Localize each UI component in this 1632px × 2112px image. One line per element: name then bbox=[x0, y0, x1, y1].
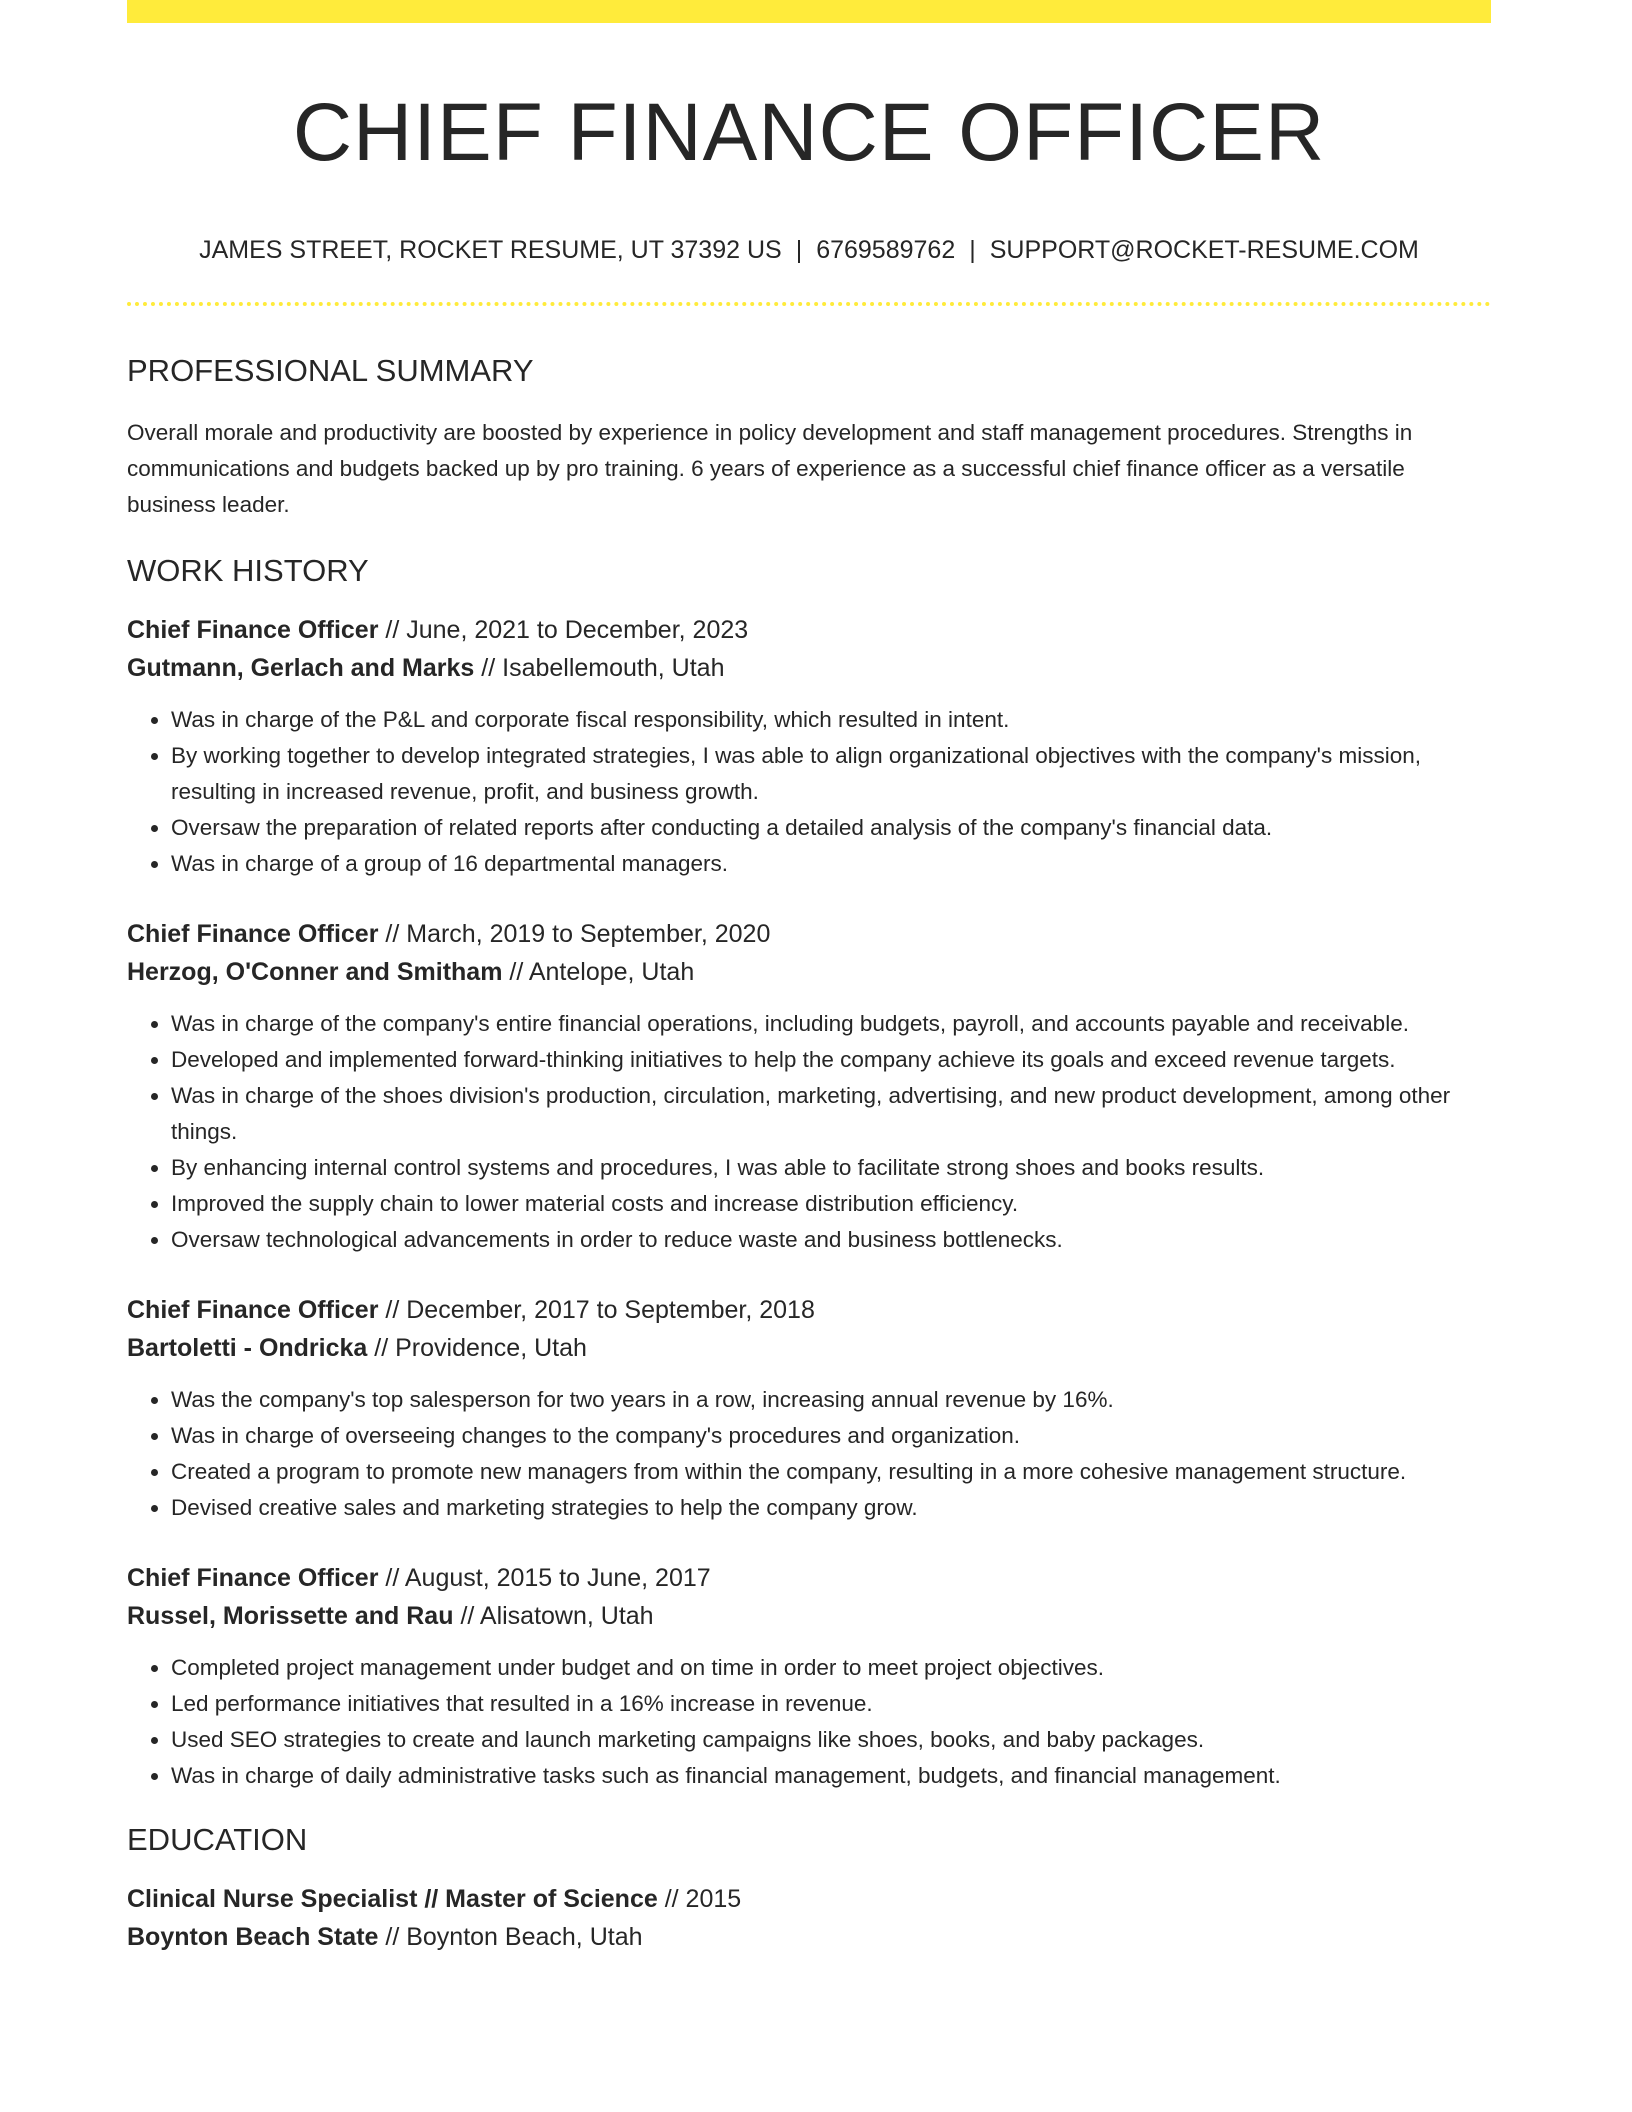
job-company-line bbox=[127, 1597, 1491, 1635]
job-bullets bbox=[127, 702, 1491, 882]
job-title: Chief Finance Officer bbox=[127, 1296, 379, 1324]
job-company: Russel, Morissette and Rau bbox=[127, 1602, 454, 1630]
job-bullet: • Created a program to promote new managers from within the company, resulting in a more cohesive management structure. bbox=[171, 1454, 1491, 1490]
education-school-line bbox=[127, 1918, 1491, 1956]
job-company-line bbox=[127, 649, 1491, 687]
job-bullet: • Was in charge of the company's entire financial operations, including budgets, payroll, and accounts payable and receivable. bbox=[171, 1006, 1491, 1042]
job-bullets bbox=[127, 1650, 1491, 1794]
job-bullet: • Was in charge of the shoes division's production, circulation, marketing, advertising, and new product development, among other things. bbox=[171, 1078, 1491, 1150]
resume-page bbox=[127, 0, 1491, 1956]
job-title: Chief Finance Officer bbox=[127, 920, 379, 948]
job-title: Chief Finance Officer bbox=[127, 1564, 379, 1592]
education-degree: Clinical Nurse Specialist // Master of Science bbox=[127, 1885, 658, 1913]
education-degree-line bbox=[127, 1880, 1491, 1918]
job-location: // Antelope, Utah bbox=[509, 958, 695, 986]
job-company: Herzog, O'Conner and Smitham bbox=[127, 958, 503, 986]
job-bullet: • Oversaw technological advancements in order to reduce waste and business bottlenecks. bbox=[171, 1222, 1491, 1258]
job-bullet: • Was the company's top salesperson for two years in a row, increasing annual revenue by 16%. bbox=[171, 1382, 1491, 1418]
job-entry bbox=[127, 1559, 1491, 1794]
job-title-line bbox=[127, 1291, 1491, 1329]
job-bullets bbox=[127, 1382, 1491, 1526]
job-bullet: • By enhancing internal control systems and procedures, I was able to facilitate strong shoes and books results. bbox=[171, 1150, 1491, 1186]
education-school: Boynton Beach State bbox=[127, 1923, 379, 1951]
contact-separator: | bbox=[969, 236, 976, 264]
contact-separator: | bbox=[795, 236, 803, 264]
work-history-heading: WORK HISTORY bbox=[127, 553, 369, 588]
job-bullet: • Was in charge of daily administrative tasks such as financial management, budgets, and financial management. bbox=[171, 1758, 1491, 1794]
job-bullet: • Oversaw the preparation of related reports after conducting a detailed analysis of the company's financial data. bbox=[171, 810, 1491, 846]
job-dates: // December, 2017 to September, 2018 bbox=[385, 1296, 815, 1324]
job-company-line bbox=[127, 953, 1491, 991]
contact-phone: 6769589762 bbox=[816, 236, 956, 264]
education-year: // 2015 bbox=[664, 1885, 742, 1913]
job-title-line bbox=[127, 611, 1491, 649]
job-entry bbox=[127, 915, 1491, 1258]
job-company: Bartoletti - Ondricka bbox=[127, 1334, 368, 1362]
job-dates: // June, 2021 to December, 2023 bbox=[385, 616, 749, 644]
job-dates: // August, 2015 to June, 2017 bbox=[385, 1564, 711, 1592]
job-bullet: • Was in charge of a group of 16 departmental managers. bbox=[171, 846, 1491, 882]
page-title: CHIEF FINANCE OFFICER bbox=[292, 87, 1326, 178]
summary-heading: PROFESSIONAL SUMMARY bbox=[127, 353, 534, 388]
job-title-line bbox=[127, 915, 1491, 953]
education-heading: EDUCATION bbox=[127, 1822, 308, 1857]
job-location: // Providence, Utah bbox=[374, 1334, 587, 1362]
job-bullet: • Was in charge of the P&L and corporate fiscal responsibility, which resulted in intent. bbox=[171, 702, 1491, 738]
dotted-divider bbox=[127, 302, 1491, 306]
job-bullet: • Developed and implemented forward-thinking initiatives to help the company achieve its goals and exceed revenue targets. bbox=[171, 1042, 1491, 1078]
job-entry bbox=[127, 1291, 1491, 1526]
job-company: Gutmann, Gerlach and Marks bbox=[127, 654, 475, 682]
job-dates: // March, 2019 to September, 2020 bbox=[385, 920, 771, 948]
job-bullet: • By working together to develop integrated strategies, I was able to align organizational objectives with the company's mission, resulting in increased revenue, profit, and business growth. bbox=[171, 738, 1491, 810]
education-location: // Boynton Beach, Utah bbox=[385, 1923, 643, 1951]
education-entry bbox=[127, 1880, 1491, 1956]
job-bullets bbox=[127, 1006, 1491, 1258]
contact-email: SUPPORT@ROCKET-RESUME.COM bbox=[989, 236, 1419, 264]
job-location: // Isabellemouth, Utah bbox=[481, 654, 725, 682]
summary-text: Overall morale and productivity are boosted by experience in policy development and staff management procedures. Strengths in communications and budgets backed up by pro training. 6 years of experience as a successful chief finance officer as a versatile business leader. bbox=[127, 420, 1413, 517]
contact-line bbox=[127, 235, 1491, 265]
top-accent-bar bbox=[127, 0, 1491, 23]
job-bullet: • Completed project management under budget and on time in order to meet project objectives. bbox=[171, 1650, 1491, 1686]
job-title-line bbox=[127, 1559, 1491, 1597]
job-company-line bbox=[127, 1329, 1491, 1367]
contact-address: JAMES STREET, ROCKET RESUME, UT 37392 US bbox=[199, 236, 782, 264]
job-entry bbox=[127, 611, 1491, 882]
job-bullet: • Led performance initiatives that resulted in a 16% increase in revenue. bbox=[171, 1686, 1491, 1722]
job-bullet: • Improved the supply chain to lower material costs and increase distribution efficiency. bbox=[171, 1186, 1491, 1222]
job-location: // Alisatown, Utah bbox=[460, 1602, 654, 1630]
job-bullet: • Used SEO strategies to create and launch marketing campaigns like shoes, books, and baby packages. bbox=[171, 1722, 1491, 1758]
job-bullet: • Was in charge of overseeing changes to the company's procedures and organization. bbox=[171, 1418, 1491, 1454]
job-title: Chief Finance Officer bbox=[127, 616, 379, 644]
job-bullet: • Devised creative sales and marketing strategies to help the company grow. bbox=[171, 1490, 1491, 1526]
